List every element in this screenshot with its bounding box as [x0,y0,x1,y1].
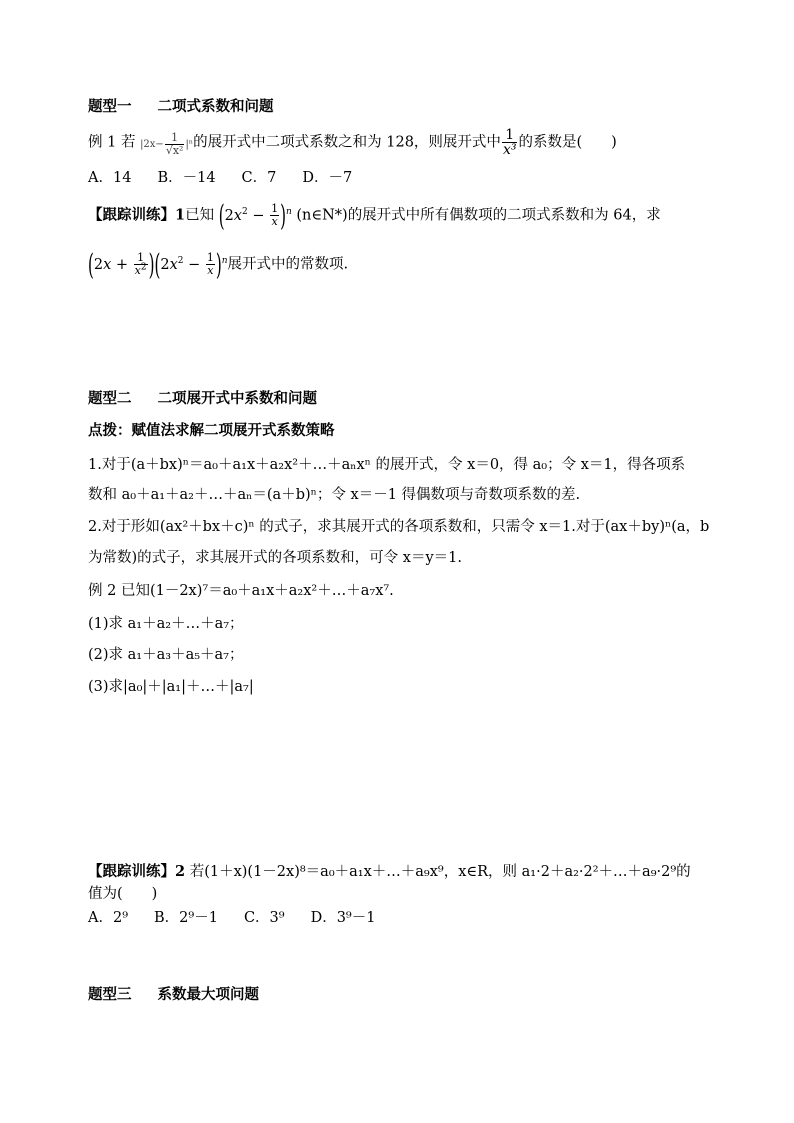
section-1-title: 二项式系数和问题 [157,98,274,115]
example-1-lead: 例 1 若 [88,134,136,151]
section-heading-2 [88,388,317,410]
training-1-line-1 [88,198,661,233]
hint-title: 点拨：赋值法求解二项展开式系数策略 [88,422,335,439]
option-d: D．－7 [302,170,353,186]
training-1-product-expression: (2x + $\frac{1}{x^2}$ )($2x^2$ − $\frac{1}{x}$ )$^n$ [88,247,228,282]
section-3-title: 系数最大项问题 [157,986,259,1003]
training-1-condition: (n∈N*) [296,207,348,224]
example-2-question-3: (3)求|a₀|＋|a₁|＋…＋|a₇| [88,679,254,695]
hint-paragraph-1-line-1: 1.对于(a＋bx)ⁿ＝a₀＋a₁x＋a₂x²＋…＋aₙxⁿ 的展开式，令 x＝0，得 a₀；令 x＝1，得各项系 [88,457,686,473]
example-1-mid: 的展开式中二项式系数之和为 128，则展开式中 [193,134,501,151]
training-2-text: 若(1＋x)(1－2x)⁸＝a₀＋a₁x＋…＋a₉x⁹，x∈R，则 a₁·2＋a₂·2²＋…＋a₉·2⁹的 [189,864,691,880]
training-2-tag: 【跟踪训练】2 [88,863,186,880]
section-heading-3 [88,984,259,1006]
training-2-line-1 [88,861,691,883]
training-1-tag: 【跟踪训练】1 [88,206,186,224]
option-a: A．14 [88,170,132,186]
example-1-stem [88,128,617,157]
training-1-expression: ($2x^2$ − $\frac{1}{x}$ )$^n$ [218,198,292,233]
option-b: B．－14 [157,170,216,186]
section-1-label: 题型一 [88,98,132,115]
option-a: A．2⁹ [88,910,129,926]
training-2-line-2: 值为( ) [88,886,158,902]
hint-paragraph-1-line-2: 数和 a₀＋a₁＋a₂＋…＋aₙ＝(a＋b)ⁿ；令 x＝－1 得偶数项与奇数项系数的差. [88,487,581,503]
example-2-question-1: (1)求 a₁＋a₂＋…＋a₇； [88,616,244,632]
option-c: C．3⁹ [243,910,285,926]
example-2-question-2: (2)求 a₁＋a₃＋a₅＋a₇； [88,647,244,663]
example-1-expression: |2x− $\frac{1}{\text{√x²}}$ |ⁿ [140,130,194,157]
training-1-line-2 [88,247,349,282]
hint-paragraph-2-line-2: 为常数)的式子，求其展开式的各项系数和，可令 x＝y＝1. [88,550,462,566]
example-1-fraction: $\frac{1}{\text{x³}}$ [502,127,517,158]
section-heading-1 [88,96,274,118]
example-1-options [88,167,378,189]
hint-paragraph-2-line-1: 2.对于形如(ax²＋bx＋c)ⁿ 的式子，求其展开式的各项系数和，只需令 x＝1.对于(ax＋by)ⁿ(a，b [88,519,710,535]
training-1-text2: 的展开式中所有偶数项的二项式系数和为 64，求 [347,207,661,224]
option-c: C．7 [241,170,277,186]
example-1-tail: 的系数是( ) [518,134,617,151]
example-2-stem: 例 2 已知(1－2x)⁷＝a₀＋a₁x＋a₂x²＋…＋a₇x⁷. [88,583,394,599]
section-2-label: 题型二 [88,390,132,407]
training-2-options [88,907,401,929]
option-d: D．3⁹－1 [310,910,376,926]
option-b: B．2⁹－1 [154,910,218,926]
training-1-text3: 展开式中的常数项. [227,256,349,273]
section-3-label: 题型三 [88,986,132,1003]
training-1-text1: 已知 [185,207,215,224]
section-2-title: 二项展开式中系数和问题 [157,390,317,407]
